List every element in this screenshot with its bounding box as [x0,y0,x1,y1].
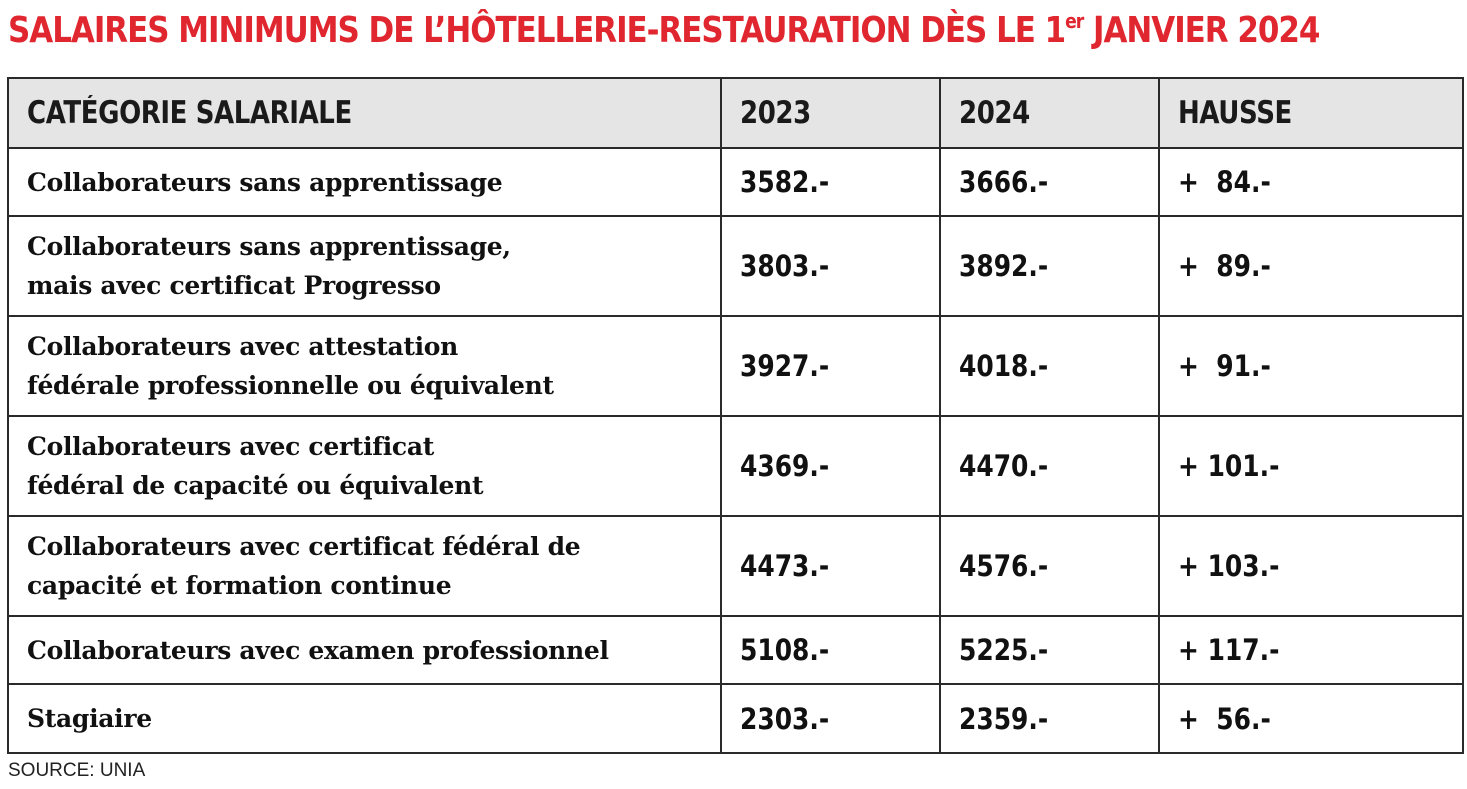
table-row [8,684,1463,753]
table-row [8,616,1463,684]
increase-cell: + 89.- [1159,216,1463,316]
table-row [8,148,1463,216]
category-cell: Collaborateurs avec certificat fédéral de capacité et formation continue [8,516,721,616]
header-2023: 2023 [721,78,940,148]
value-2023-cell: 3927.- [721,316,940,416]
increase-cell: + 117.- [1159,616,1463,684]
value-2023-cell: 2303.- [721,684,940,753]
increase-cell: + 56.- [1159,684,1463,753]
table-row [8,216,1463,316]
value-2024-cell: 5225.- [940,616,1159,684]
table-row [8,516,1463,616]
value-2023-cell: 3582.- [721,148,940,216]
source-note: SOURCE: UNIA [8,760,146,781]
value-2023-cell: 4369.- [721,416,940,516]
category-cell: Collaborateurs avec examen professionnel [8,616,721,684]
title-superscript: er [1065,9,1084,33]
increase-cell: + 91.- [1159,316,1463,416]
value-2024-cell: 4018.- [940,316,1159,416]
category-cell: Collaborateurs sans apprentissage [8,148,721,216]
header-category: CATÉGORIE SALARIALE [8,78,721,148]
header-hausse: HAUSSE [1159,78,1463,148]
category-cell: Stagiaire [8,684,721,753]
table-row [8,416,1463,516]
value-2023-cell: 4473.- [721,516,940,616]
increase-cell: + 103.- [1159,516,1463,616]
table-header-row [8,78,1463,148]
category-cell: Collaborateurs avec certificat fédéral de capacité ou équivalent [8,416,721,516]
increase-cell: + 84.- [1159,148,1463,216]
page-title [8,6,1320,56]
category-cell: Collaborateurs sans apprentissage, mais avec certificat Progresso [8,216,721,316]
title-end: JANVIER 2024 [1083,10,1320,51]
value-2024-cell: 4576.- [940,516,1159,616]
increase-cell: + 101.- [1159,416,1463,516]
value-2024-cell: 4470.- [940,416,1159,516]
category-cell: Collaborateurs avec attestation fédérale professionnelle ou équivalent [8,316,721,416]
value-2024-cell: 3892.- [940,216,1159,316]
wage-table [7,77,1464,754]
value-2024-cell: 2359.- [940,684,1159,753]
value-2023-cell: 3803.- [721,216,940,316]
value-2024-cell: 3666.- [940,148,1159,216]
table-row [8,316,1463,416]
header-2024: 2024 [940,78,1159,148]
value-2023-cell: 5108.- [721,616,940,684]
title-main: SALAIRES MINIMUMS DE L’HÔTELLERIE-RESTAURATION DÈS LE 1 [8,10,1066,51]
